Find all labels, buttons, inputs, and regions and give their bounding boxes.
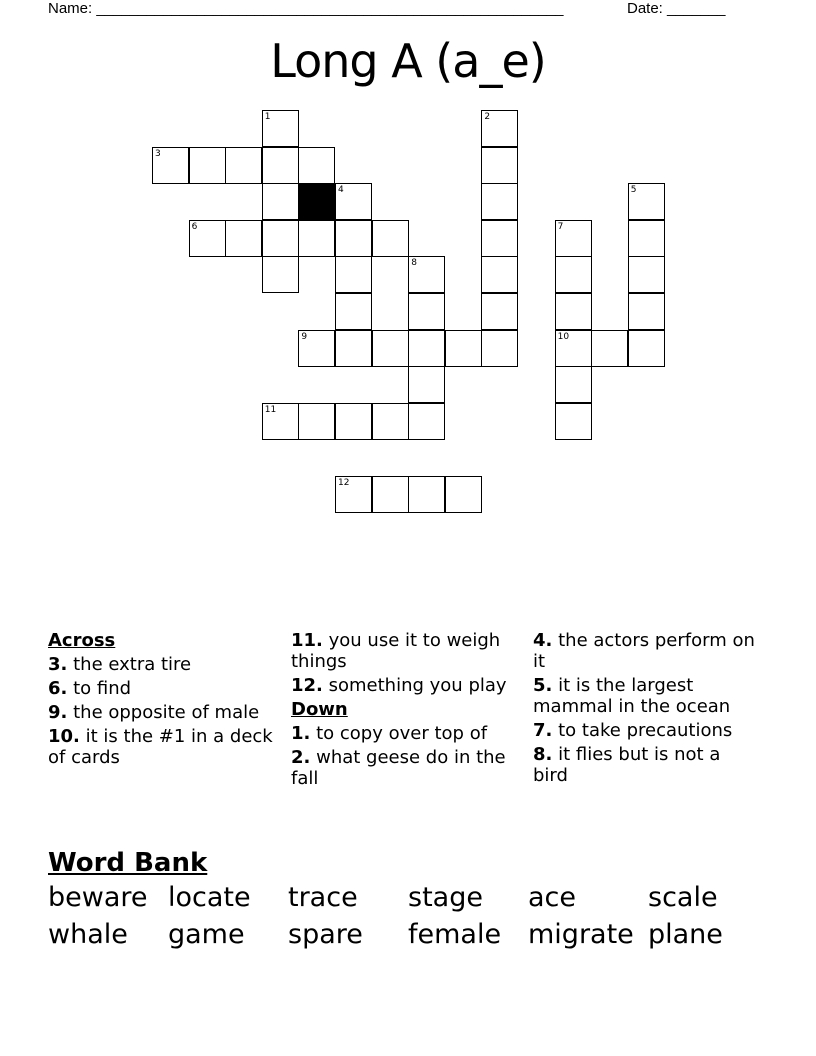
clue-number: 11 [264, 404, 277, 415]
crossword-cell[interactable] [335, 403, 372, 440]
clue-number: 7 [557, 221, 564, 232]
crossword-cell[interactable] [335, 293, 372, 330]
crossword-cell[interactable] [298, 220, 335, 257]
word-bank-item: female [408, 919, 502, 950]
word-bank-item: migrate [528, 919, 634, 950]
clue-number: 1 [264, 112, 271, 122]
crossword-cell[interactable] [445, 330, 482, 367]
clue-column-3 [533, 630, 758, 789]
crossword-cell[interactable] [555, 220, 592, 257]
clue-column-1 [48, 630, 278, 771]
crossword-cell[interactable] [408, 403, 445, 440]
crossword-cell[interactable] [262, 183, 299, 220]
crossword-black-cell [298, 183, 335, 220]
crossword-cell[interactable] [298, 330, 335, 367]
clue-across-10: 10. it is the #1 in a deck of cards [48, 726, 273, 768]
crossword-cell[interactable] [481, 293, 518, 330]
clue-number: 8 [411, 258, 417, 269]
clue-down-1: 1. to copy over top of [291, 723, 488, 744]
word-bank-item: scale [648, 882, 718, 913]
clue-down-7: 7. to take precautions [533, 720, 733, 741]
crossword-cell[interactable] [481, 110, 518, 147]
crossword-cell[interactable] [628, 183, 665, 220]
clue-number: 6 [191, 221, 198, 232]
crossword-cell[interactable] [298, 147, 335, 184]
crossword-cell[interactable] [628, 330, 665, 367]
crossword-cell[interactable] [408, 293, 445, 330]
crossword-cell[interactable] [591, 330, 628, 367]
crossword-cell[interactable] [225, 220, 262, 257]
crossword-cell[interactable] [408, 476, 445, 513]
clue-down-2: 2. what geese do in the fall [291, 747, 506, 789]
crossword-cell[interactable] [262, 147, 299, 184]
clue-number: 2 [484, 112, 491, 122]
date-field-label: Date: _______ [627, 0, 726, 17]
crossword-cell[interactable] [372, 330, 409, 367]
across-heading: Across [48, 630, 116, 651]
word-bank [48, 882, 768, 950]
word-bank-item: stage [408, 882, 483, 913]
crossword-cell[interactable] [628, 293, 665, 330]
crossword-cell[interactable] [481, 147, 518, 184]
crossword-cell[interactable] [555, 256, 592, 293]
clue-down-4: 4. the actors perform on it [533, 630, 755, 672]
crossword-cell[interactable] [372, 220, 409, 257]
crossword-cell[interactable] [335, 476, 372, 513]
clue-across-6: 6. to find [48, 678, 132, 699]
word-bank-item: trace [288, 882, 358, 913]
word-bank-item: whale [48, 919, 128, 950]
crossword-cell[interactable] [152, 147, 189, 184]
down-heading: Down [291, 699, 348, 720]
crossword-cell[interactable] [225, 147, 262, 184]
crossword-cell[interactable] [189, 147, 226, 184]
word-bank-item: game [168, 919, 245, 950]
crossword-cell[interactable] [481, 220, 518, 257]
clue-number: 3 [155, 148, 161, 159]
crossword-cell[interactable] [335, 183, 372, 220]
clue-across-3: 3. the extra tire [48, 654, 192, 675]
crossword-cell[interactable] [262, 220, 299, 257]
clue-across-9: 9. the opposite of male [48, 702, 260, 723]
crossword-cell[interactable] [555, 403, 592, 440]
crossword-cell[interactable] [555, 366, 592, 403]
crossword-cell[interactable] [481, 256, 518, 293]
crossword-cell[interactable] [628, 220, 665, 257]
word-bank-item: beware [48, 882, 148, 913]
crossword-cell[interactable] [262, 256, 299, 293]
clue-number: 10 [557, 331, 570, 342]
word-bank-title: Word Bank [48, 848, 208, 878]
crossword-cell[interactable] [445, 476, 482, 513]
clue-column-2 [291, 630, 521, 792]
crossword-cell[interactable] [335, 330, 372, 367]
clue-across-12: 12. something you play [291, 675, 507, 696]
word-bank-item: spare [288, 919, 363, 950]
crossword-cell[interactable] [481, 330, 518, 367]
crossword-cell[interactable] [372, 476, 409, 513]
page-title: Long A (a_e) [270, 34, 546, 88]
crossword-cell[interactable] [335, 220, 372, 257]
crossword-cell[interactable] [262, 110, 299, 147]
clue-across-11: 11. you use it to weigh things [291, 630, 501, 672]
crossword-cell[interactable] [298, 403, 335, 440]
clue-number: 5 [630, 185, 637, 196]
crossword-cell[interactable] [408, 330, 445, 367]
clue-number: 9 [301, 331, 308, 342]
crossword-cell[interactable] [262, 403, 299, 440]
word-bank-item: locate [168, 882, 251, 913]
word-bank-item: ace [528, 882, 577, 913]
crossword-cell[interactable] [555, 293, 592, 330]
clue-number: 4 [338, 185, 344, 196]
name-field-label: Name: ________________________________________________________ [48, 0, 564, 17]
clue-number: 12 [338, 478, 350, 488]
crossword-cell[interactable] [372, 403, 409, 440]
word-bank-item: plane [648, 919, 723, 950]
crossword-cell[interactable] [628, 256, 665, 293]
crossword-cell[interactable] [408, 366, 445, 403]
crossword-cell[interactable] [555, 330, 592, 367]
crossword-cell[interactable] [335, 256, 372, 293]
crossword-cell[interactable] [189, 220, 226, 257]
clue-down-8: 8. it flies but is not a bird [533, 744, 721, 786]
crossword-cell[interactable] [481, 183, 518, 220]
crossword-cell[interactable] [408, 256, 445, 293]
clue-down-5: 5. it is the largest mammal in the ocean [533, 675, 731, 717]
